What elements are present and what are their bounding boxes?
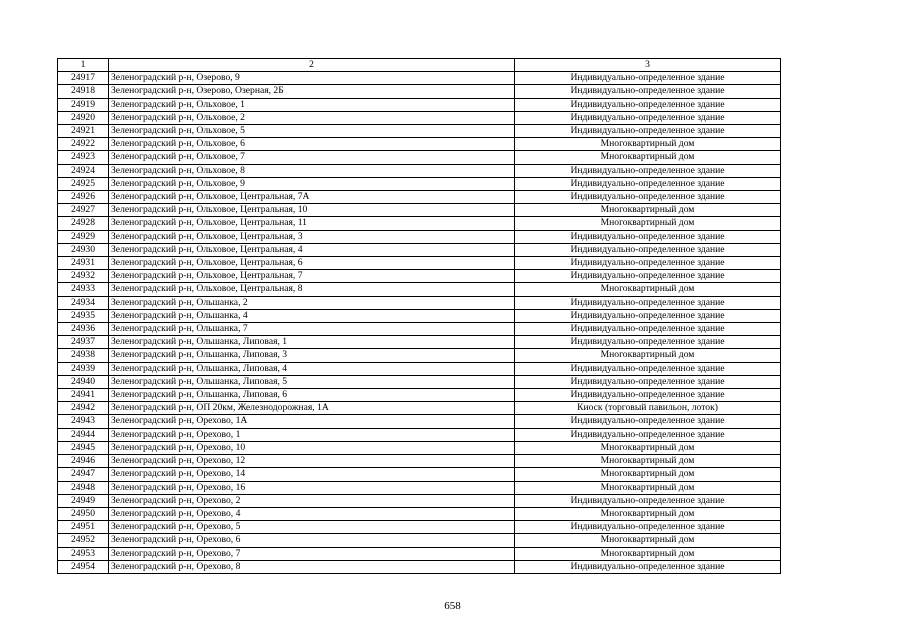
- row-number-cell: 24928: [58, 217, 109, 230]
- row-number-cell: 24942: [58, 402, 109, 415]
- table-row: [58, 349, 781, 362]
- row-number-cell: 24932: [58, 270, 109, 283]
- address-cell: Зеленоградский р-н, Орехово, 8: [109, 560, 515, 573]
- row-number-cell: 24949: [58, 494, 109, 507]
- object-type-cell: Индивидуально-определенное здание: [515, 125, 781, 138]
- address-cell: Зеленоградский р-н, Орехово, 2: [109, 494, 515, 507]
- address-cell: Зеленоградский р-н, ОП 20км, Железнодорожная, 1А: [109, 402, 515, 415]
- object-type-cell: Многоквартирный дом: [515, 204, 781, 217]
- object-type-cell: Индивидуально-определенное здание: [515, 270, 781, 283]
- row-number-cell: 24951: [58, 521, 109, 534]
- table-row: [58, 534, 781, 547]
- table-row: [58, 362, 781, 375]
- column-header-address: 2: [109, 59, 515, 72]
- address-cell: Зеленоградский р-н, Озерово, Озерная, 2Б: [109, 85, 515, 98]
- address-cell: Зеленоградский р-н, Ольховое, Центральная, 7А: [109, 191, 515, 204]
- row-number-cell: 24946: [58, 455, 109, 468]
- object-type-cell: Многоквартирный дом: [515, 217, 781, 230]
- address-cell: Зеленоградский р-н, Орехово, 14: [109, 468, 515, 481]
- row-number-cell: 24954: [58, 560, 109, 573]
- object-type-cell: Многоквартирный дом: [515, 468, 781, 481]
- object-type-cell: Индивидуально-определенное здание: [515, 191, 781, 204]
- row-number-cell: 24921: [58, 125, 109, 138]
- row-number-cell: 24941: [58, 389, 109, 402]
- address-cell: Зеленоградский р-н, Орехово, 4: [109, 507, 515, 520]
- table-row: [58, 125, 781, 138]
- address-cell: Зеленоградский р-н, Ольховое, Центральная, 7: [109, 270, 515, 283]
- table-row: [58, 547, 781, 560]
- object-type-cell: Многоквартирный дом: [515, 349, 781, 362]
- table-row: [58, 296, 781, 309]
- object-type-cell: Индивидуально-определенное здание: [515, 111, 781, 124]
- address-cell: Зеленоградский р-н, Ольховое, Центральная, 11: [109, 217, 515, 230]
- address-cell: Зеленоградский р-н, Ольховое, 7: [109, 151, 515, 164]
- object-type-cell: Индивидуально-определенное здание: [515, 257, 781, 270]
- table-row: [58, 507, 781, 520]
- row-number-cell: 24929: [58, 230, 109, 243]
- row-number-cell: 24950: [58, 507, 109, 520]
- address-cell: Зеленоградский р-н, Орехово, 10: [109, 441, 515, 454]
- table-row: [58, 270, 781, 283]
- object-type-cell: Индивидуально-определенное здание: [515, 389, 781, 402]
- address-cell: Зеленоградский р-н, Озерово, 9: [109, 72, 515, 85]
- row-number-cell: 24933: [58, 283, 109, 296]
- object-type-cell: Индивидуально-определенное здание: [515, 98, 781, 111]
- row-number-cell: 24944: [58, 428, 109, 441]
- row-number-cell: 24948: [58, 481, 109, 494]
- table-row: [58, 468, 781, 481]
- address-cell: Зеленоградский р-н, Орехово, 6: [109, 534, 515, 547]
- object-type-cell: Индивидуально-определенное здание: [515, 428, 781, 441]
- row-number-cell: 24920: [58, 111, 109, 124]
- table-row: [58, 560, 781, 573]
- address-cell: Зеленоградский р-н, Ольшанка, 2: [109, 296, 515, 309]
- object-type-cell: Индивидуально-определенное здание: [515, 336, 781, 349]
- row-number-cell: 24934: [58, 296, 109, 309]
- object-type-cell: Индивидуально-определенное здание: [515, 415, 781, 428]
- table-row: [58, 72, 781, 85]
- object-type-cell: Многоквартирный дом: [515, 441, 781, 454]
- row-number-cell: 24922: [58, 138, 109, 151]
- row-number-cell: 24917: [58, 72, 109, 85]
- table-row: [58, 402, 781, 415]
- object-type-cell: Многоквартирный дом: [515, 283, 781, 296]
- address-cell: Зеленоградский р-н, Ольховое, Центральная, 3: [109, 230, 515, 243]
- address-cell: Зеленоградский р-н, Ольховое, 1: [109, 98, 515, 111]
- table-row: [58, 111, 781, 124]
- address-cell: Зеленоградский р-н, Ольховое, 8: [109, 164, 515, 177]
- object-type-cell: Многоквартирный дом: [515, 455, 781, 468]
- address-cell: Зеленоградский р-н, Ольховое, Центральная, 6: [109, 257, 515, 270]
- address-cell: Зеленоградский р-н, Ольшанка, Липовая, 1: [109, 336, 515, 349]
- table-row: [58, 164, 781, 177]
- object-type-cell: Многоквартирный дом: [515, 481, 781, 494]
- address-cell: Зеленоградский р-н, Ольшанка, Липовая, 3: [109, 349, 515, 362]
- table-row: [58, 389, 781, 402]
- table-row: [58, 85, 781, 98]
- row-number-cell: 24939: [58, 362, 109, 375]
- object-type-cell: Индивидуально-определенное здание: [515, 362, 781, 375]
- address-cell: Зеленоградский р-н, Орехово, 7: [109, 547, 515, 560]
- table-row: [58, 521, 781, 534]
- row-number-cell: 24931: [58, 257, 109, 270]
- table-row: [58, 98, 781, 111]
- address-cell: Зеленоградский р-н, Орехово, 5: [109, 521, 515, 534]
- row-number-cell: 24927: [58, 204, 109, 217]
- table-row: [58, 375, 781, 388]
- row-number-cell: 24930: [58, 243, 109, 256]
- object-type-cell: Многоквартирный дом: [515, 507, 781, 520]
- address-cell: Зеленоградский р-н, Ольховое, 9: [109, 177, 515, 190]
- table-row: [58, 204, 781, 217]
- registry-table: [57, 58, 781, 574]
- object-type-cell: Индивидуально-определенное здание: [515, 494, 781, 507]
- row-number-cell: 24953: [58, 547, 109, 560]
- object-type-cell: Индивидуально-определенное здание: [515, 85, 781, 98]
- address-cell: Зеленоградский р-н, Ольховое, 2: [109, 111, 515, 124]
- row-number-cell: 24924: [58, 164, 109, 177]
- address-cell: Зеленоградский р-н, Ольховое, Центральная, 10: [109, 204, 515, 217]
- object-type-cell: Индивидуально-определенное здание: [515, 521, 781, 534]
- table-row: [58, 177, 781, 190]
- table-row: [58, 428, 781, 441]
- table-row: [58, 283, 781, 296]
- address-cell: Зеленоградский р-н, Ольшанка, 7: [109, 323, 515, 336]
- row-number-cell: 24926: [58, 191, 109, 204]
- row-number-cell: 24935: [58, 309, 109, 322]
- table-row: [58, 323, 781, 336]
- table-row: [58, 257, 781, 270]
- table-row: [58, 455, 781, 468]
- row-number-cell: 24952: [58, 534, 109, 547]
- row-number-cell: 24925: [58, 177, 109, 190]
- table-row: [58, 481, 781, 494]
- address-cell: Зеленоградский р-н, Ольшанка, Липовая, 5: [109, 375, 515, 388]
- object-type-cell: Индивидуально-определенное здание: [515, 72, 781, 85]
- address-cell: Зеленоградский р-н, Орехово, 16: [109, 481, 515, 494]
- object-type-cell: Индивидуально-определенное здание: [515, 164, 781, 177]
- object-type-cell: Многоквартирный дом: [515, 534, 781, 547]
- address-cell: Зеленоградский р-н, Орехово, 1: [109, 428, 515, 441]
- table-body: [58, 72, 781, 574]
- table-row: [58, 243, 781, 256]
- object-type-cell: Индивидуально-определенное здание: [515, 230, 781, 243]
- object-type-cell: Индивидуально-определенное здание: [515, 375, 781, 388]
- table-row: [58, 191, 781, 204]
- object-type-cell: Индивидуально-определенное здание: [515, 323, 781, 336]
- address-cell: Зеленоградский р-н, Ольшанка, Липовая, 4: [109, 362, 515, 375]
- row-number-cell: 24937: [58, 336, 109, 349]
- object-type-cell: Индивидуально-определенное здание: [515, 177, 781, 190]
- address-cell: Зеленоградский р-н, Ольшанка, Липовая, 6: [109, 389, 515, 402]
- object-type-cell: Киоск (торговый павильон, лоток): [515, 402, 781, 415]
- table-row: [58, 309, 781, 322]
- row-number-cell: 24919: [58, 98, 109, 111]
- table-row: [58, 151, 781, 164]
- row-number-cell: 24918: [58, 85, 109, 98]
- row-number-cell: 24938: [58, 349, 109, 362]
- table-row: [58, 441, 781, 454]
- row-number-cell: 24940: [58, 375, 109, 388]
- object-type-cell: Многоквартирный дом: [515, 547, 781, 560]
- address-cell: Зеленоградский р-н, Ольховое, Центральная, 8: [109, 283, 515, 296]
- column-header-type: 3: [515, 59, 781, 72]
- row-number-cell: 24947: [58, 468, 109, 481]
- address-cell: Зеленоградский р-н, Орехово, 12: [109, 455, 515, 468]
- table-row: [58, 336, 781, 349]
- table-header-row: [58, 59, 781, 72]
- column-header-number: 1: [58, 59, 109, 72]
- table-row: [58, 494, 781, 507]
- address-cell: Зеленоградский р-н, Ольховое, Центральная, 4: [109, 243, 515, 256]
- row-number-cell: 24936: [58, 323, 109, 336]
- table-row: [58, 217, 781, 230]
- row-number-cell: 24923: [58, 151, 109, 164]
- object-type-cell: Индивидуально-определенное здание: [515, 243, 781, 256]
- address-cell: Зеленоградский р-н, Ольховое, 6: [109, 138, 515, 151]
- row-number-cell: 24945: [58, 441, 109, 454]
- object-type-cell: Индивидуально-определенное здание: [515, 309, 781, 322]
- object-type-cell: Многоквартирный дом: [515, 151, 781, 164]
- object-type-cell: Индивидуально-определенное здание: [515, 296, 781, 309]
- page-number: 658: [444, 600, 461, 612]
- address-cell: Зеленоградский р-н, Орехово, 1А: [109, 415, 515, 428]
- row-number-cell: 24943: [58, 415, 109, 428]
- address-cell: Зеленоградский р-н, Ольховое, 5: [109, 125, 515, 138]
- table-row: [58, 230, 781, 243]
- table-row: [58, 138, 781, 151]
- address-cell: Зеленоградский р-н, Ольшанка, 4: [109, 309, 515, 322]
- table-row: [58, 415, 781, 428]
- object-type-cell: Индивидуально-определенное здание: [515, 560, 781, 573]
- object-type-cell: Многоквартирный дом: [515, 138, 781, 151]
